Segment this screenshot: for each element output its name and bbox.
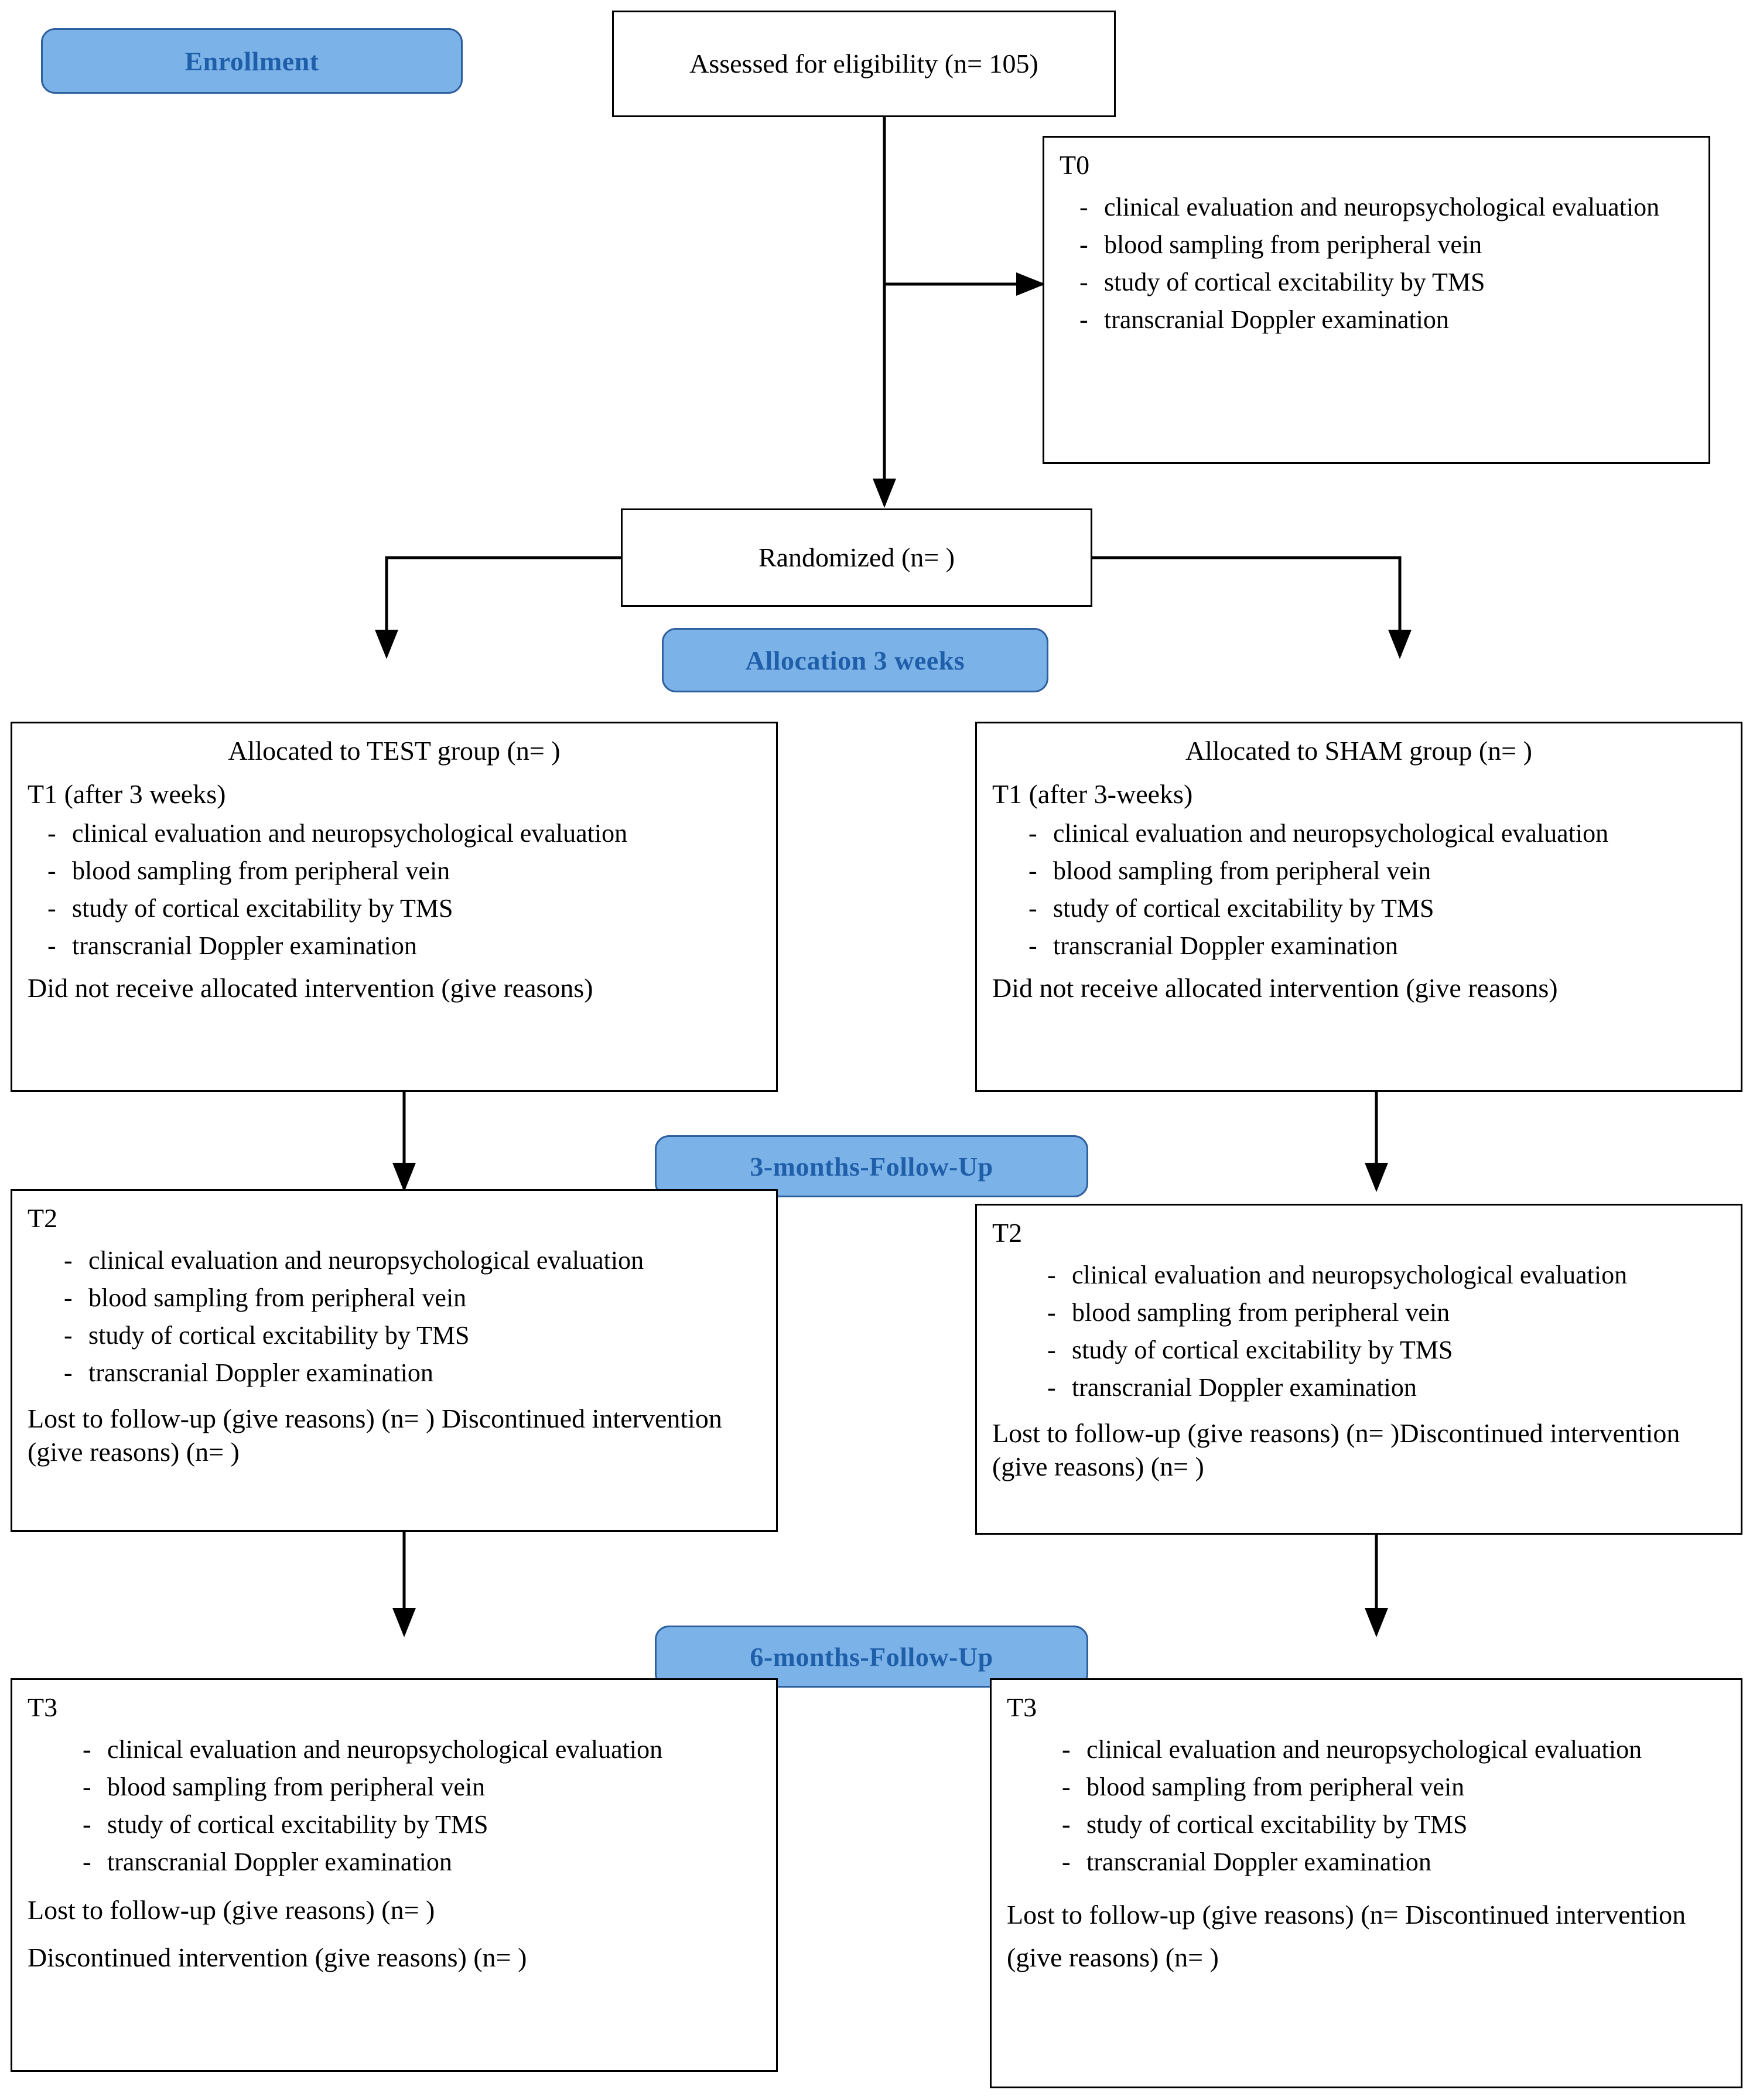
node-sham-t1-label: T1 (after 3-weeks) [992, 778, 1193, 809]
stage-badge-followup-3-months [655, 1135, 1088, 1197]
node-sham-t2-list [992, 1258, 1725, 1405]
node-test-t3-footer-lost: Lost to follow-up (give reasons) (n= ) [28, 1894, 435, 1925]
node-randomized [621, 508, 1092, 607]
node-sham-t1-heading: Allocated to SHAM group (n= ) [1185, 736, 1532, 766]
list-item: - blood sampling from peripheral vein [1042, 1770, 1725, 1804]
node-test-t3-footer-discontinued: Discontinued intervention (give reasons) (n= ) [28, 1942, 527, 1973]
stage-badge-allocation [662, 628, 1048, 692]
node-sham-t1-list [992, 817, 1725, 963]
stage-badge-allocation-label: Allocation 3 weeks [745, 645, 965, 675]
node-test-t3-label: T3 [28, 1692, 58, 1722]
list-item: - clinical evaluation and neuropsychological evaluation [1009, 817, 1725, 851]
node-assessed-text: Assessed for eligibility (n= 105) [689, 49, 1038, 79]
list-item: - blood sampling from peripheral vein [1009, 854, 1725, 888]
list-item: - clinical evaluation and neuropsychological evaluation [1060, 190, 1693, 224]
node-sham-t1-footer: Did not receive allocated intervention (give reasons) [992, 973, 1558, 1003]
list-item: - blood sampling from peripheral vein [44, 1281, 761, 1315]
node-test-t1-heading: Allocated to TEST group (n= ) [228, 736, 561, 766]
node-test-t2-footer: Lost to follow-up (give reasons) (n= ) Discontinued intervention (give reasons) (n= ) [28, 1403, 722, 1467]
stage-badge-enrollment-label: Enrollment [184, 46, 319, 76]
node-sham-t3-label: T3 [1007, 1692, 1037, 1722]
stage-badge-followup-6-months-label: 6-months-Follow-Up [750, 1641, 993, 1672]
node-randomized-text: Randomized (n= ) [758, 542, 955, 573]
list-item: - clinical evaluation and neuropsychological evaluation [1042, 1733, 1725, 1767]
list-item: - transcranial Doppler examination [1009, 929, 1725, 963]
list-item: - blood sampling from peripheral vein [28, 854, 761, 888]
node-sham-t2-label: T2 [992, 1218, 1023, 1248]
list-item: - study of cortical excitability by TMS [44, 1319, 761, 1353]
node-t0 [1043, 136, 1710, 464]
node-test-t1-footer: Did not receive allocated intervention (give reasons) [28, 973, 593, 1003]
node-sham-t1 [975, 722, 1742, 1092]
list-item: - transcranial Doppler examination [44, 1356, 761, 1390]
list-item: - transcranial Doppler examination [1042, 1845, 1725, 1879]
node-test-t2 [11, 1189, 778, 1532]
node-assessed-for-eligibility [612, 11, 1116, 117]
node-sham-t2 [975, 1204, 1742, 1535]
list-item: - clinical evaluation and neuropsychological evaluation [1027, 1258, 1725, 1292]
node-sham-t3 [990, 1678, 1742, 2088]
list-item: - clinical evaluation and neuropsychological evaluation [28, 817, 761, 851]
list-item: - study of cortical excitability by TMS [1060, 265, 1693, 299]
list-item: - blood sampling from peripheral vein [1027, 1296, 1725, 1330]
node-test-t2-list [28, 1244, 761, 1390]
node-test-t1 [11, 722, 778, 1092]
node-sham-t3-list [1007, 1733, 1725, 1879]
list-item: - study of cortical excitability by TMS [1042, 1808, 1725, 1842]
stage-badge-enrollment [41, 28, 463, 94]
list-item: - transcranial Doppler examination [1060, 303, 1693, 337]
list-item: - transcranial Doppler examination [28, 929, 761, 963]
stage-badge-followup-3-months-label: 3-months-Follow-Up [750, 1151, 993, 1182]
list-item: - transcranial Doppler examination [63, 1845, 761, 1879]
node-test-t1-label: T1 (after 3 weeks) [28, 778, 226, 809]
node-t0-list [1060, 190, 1693, 337]
list-item: - study of cortical excitability by TMS [63, 1808, 761, 1842]
list-item: - study of cortical excitability by TMS [28, 892, 761, 926]
node-sham-t2-footer: Lost to follow-up (give reasons) (n= )Discontinued intervention (give reasons) (n= ) [992, 1418, 1680, 1482]
list-item: - study of cortical excitability by TMS [1027, 1333, 1725, 1367]
node-test-t3-list [28, 1733, 761, 1879]
list-item: - clinical evaluation and neuropsychological evaluation [63, 1733, 761, 1767]
list-item: - clinical evaluation and neuropsychological evaluation [44, 1244, 761, 1278]
node-t0-label: T0 [1060, 150, 1090, 180]
list-item: - transcranial Doppler examination [1027, 1371, 1725, 1405]
node-test-t3 [11, 1678, 778, 2072]
node-test-t1-list [28, 817, 761, 963]
node-test-t2-label: T2 [28, 1203, 58, 1233]
list-item: - study of cortical excitability by TMS [1009, 892, 1725, 926]
node-sham-t3-footer: Lost to follow-up (give reasons) (n= Discontinued intervention (give reasons) (n= ) [1007, 1899, 1686, 1973]
list-item: - blood sampling from peripheral vein [1060, 228, 1693, 262]
list-item: - blood sampling from peripheral vein [63, 1770, 761, 1804]
